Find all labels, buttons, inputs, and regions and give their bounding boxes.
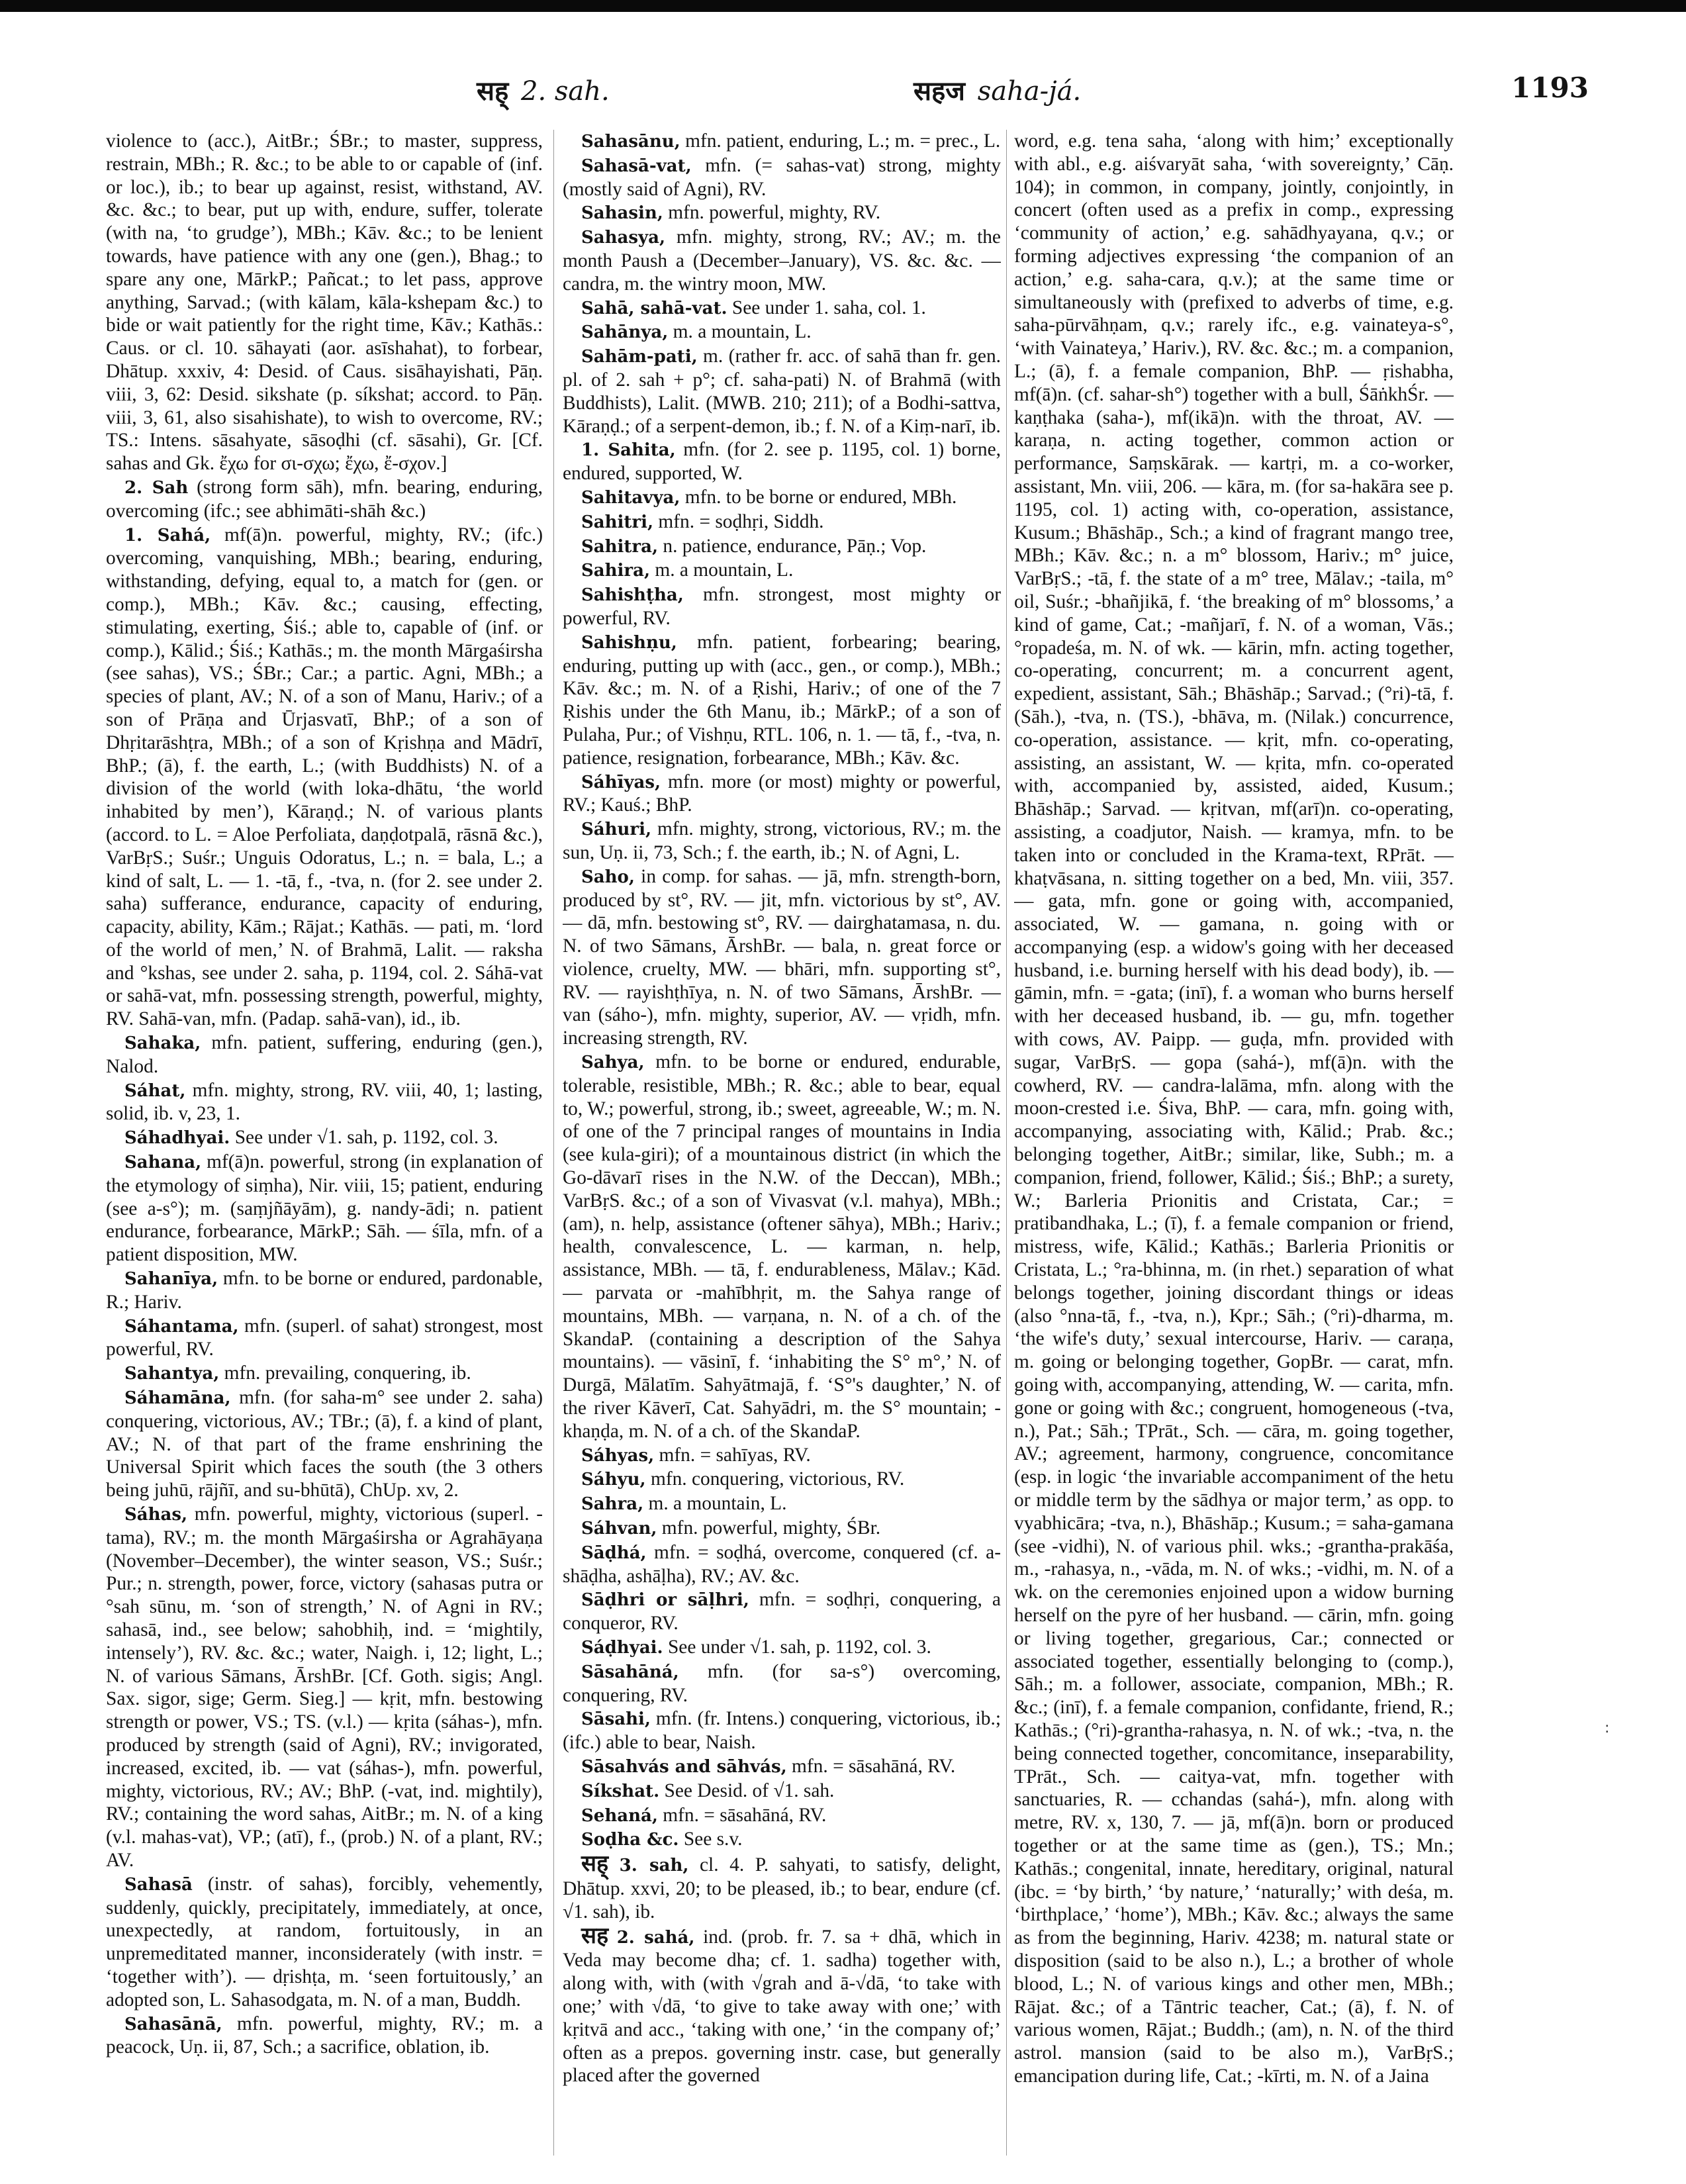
dictionary-entry [563,1660,1001,1707]
entry-definition: mfn. mighty, strong, RV. viii, 40, 1; lasting, solid, ib. v, 23, 1. [106,1079,543,1125]
center-running-head-devanagari: सहज [913,75,965,107]
dictionary-entry [563,771,1001,818]
entry-headword: Saho, [581,867,635,887]
dictionary-entry [563,559,1001,583]
entry-definition: word, e.g. tena saha, ‘along with him;’ exceptionally with abl., e.g. aiśvaryāt saha, ‘with sovereignty,’ Cāṇ. 104); in common, in company, jointly, conjointly, in concert (often used as a prefix in comp., expressing ‘community of action,’ e.g. sahādhyayana, q.v.; or forming adjectives expressing ‘the companion of an action,’ e.g. saha-cara, q.v.); at the same time or simultaneously with (prefixed to adverbs of time, e.g. saha-pūrvāhṇam, q.v.; rarely ifc., e.g. vainateya-s°, ‘with Vainateya,’ Hariv.), RV. &c. &c.; m. a companion, L.; (ā), f. a female companion, BhP. — ṛishabha, mf(ā)n. (cf. sahar-sh°) together with a bull, ŚāṅkhŚr. — kaṇṭhaka (saha-), mf(ikā)n. with the throat, AV. — karaṇa, n. acting together, common action or performance, Saṃskārak. — kartṛi, m. a co-worker, assistant, Mn. viii, 206. — kāra, m. (for sa-hakāra see p. 1195, col. 1) acting with, co-operation, assistance, Kusum.; Bhāshāp., Sch.; a kind of fragrant mango tree, MBh.; Kāv. &c.; n. a m° blossom, Hariv.; m° juice, VarBṛS.; -tā, f. the state of a m° tree, Mālav.; -taila, m° oil, Suśr.; -bhañjikā, f. ‘the breaking of m° blossoms,’ a kind of game, Cat.; -mañjarī, f. N. of a woman, Vās.; °ropadeśa, m. N. of wk. — kārin, mfn. acting together, co-operating, concurrent; m. a concurrent agent, expedient, assistant, Sāh.; Bhāshāp.; Sarvad.; (°ri)-tā, f. (Sāh.), -tva, n. (TS.), -bhāva, m. (Nilak.) concurrence, co-operation, assistance. — kṛit, mfn. co-operating, assisting, an assistant, W. — kṛita, mfn. co-operated with, accompanied by, assisted, aided, Kusum.; Bhāshāp.; Sarvad. — kṛitvan, mf(arī)n. co-operating, assisting, a coadjutor, Naish. — kramya, mfn. to be taken into or concluded in the Krama-text, RPrāt. — khaṭvāsana, n. sitting together on a bed, Mn. viii, 357. — gata, mfn. gone or going with, accompanied, associated, W. — gamana, n. going with or accompanying (esp. a widow's going with her deceased husband, i.e. burning herself with his dead body), ib. — gāmin, mfn. = -gata; (inī), f. a woman who burns herself with her deceased husband, ib. — gu, mfn. together with cows, AV. Paipp. — guḍa, mfn. provided with sugar, VarBṛS. — gopa (sahá-), mf(ā)n. with the cowherd, RV. — candra-lalāma, mfn. along with the moon-crested i.e. Śiva, BhP. — cara, mfn. going with, accompanying, associating with, Kālid.; Prab. &c.; belonging together, AitBr.; similar, like, Subh.; m. a companion, friend, follower, Kālid.; Śiś.; BhP.; a surety, W.; Barleria Prionitis and Cristata, Car.; = pratibandhaka, L.; (ī), f. a female companion or friend, mistress, wife, Kālid.; Kathās.; Barleria Prionitis or Cristata, L.; °ra-bhinna, m. (in rhet.) separation of what belongs together, joining discordant things or ideas (also °nna-tā, f., -tva, n.), Kpr.; Sāh.; (°ri)-dharma, m. ‘the wife's duty,’ sexual intercourse, Hariv. — caraṇa, m. going or belonging together, GopBr. — carat, mfn. going with, accompanying, attending, W. — carita, mfn. gone or going with &c.; congruent, homogeneous (-tva, n.), Pat.; Sāh.; TPrāt., Sch. — cāra, m. going together, AV.; agreement, harmony, congruence, concomitance (esp. in logic ‘the invariable accompaniment of the hetu or middle term by the sādhya or major term,’ as opp. to vyabhicāra; -tva, n.), Bhāshāp.; Kusum.; = saha-gamana (see -vidhi), N. of various phil. wks.; -grantha-prakāśa, m., -rahasya, n., -vāda, m. N. of wks.; -vidhi, m. N. of a wk. on the ceremonies enjoined upon a widow burning herself on the pyre of her husband. — cārin, mfn. going or living together, gregarious, Car.; connected or associated together, essentially belonging to (comp.), Sāh.; m. a follower, associate, companion, MBh.; R. &c.; (inī), f. a female companion, confidante, friend, R.; Kathās.; (°ri)-grantha-rahasya, n. N. of wk.; -tva, n. the being connected together, concomitance, inseparability, TPrāt., Sch. — caitya-vat, mfn. together with sanctuaries, R. — cchandas (sahá-), mfn. along with metre, RV. x, 130, 7. — jā, mf(ā)n. born or produced together or at the same time as (gen.), TS.; Mn.; Kathās.; congenital, innate, hereditary, original, natural (ibc. = ‘by birth,’ ‘by nature,’ ‘naturally;’ with deśa, m. ‘birthplace,’ ‘home’), MBh.; Kāv. &c.; always the same as from the beginning, Hariv. 4238; m. natural state or disposition (said to be also n.), L.; a brother of whole blood, L.; N. of various kings and other men, MBh.; Rājat. &c.; of a Tāntric teacher, Cat.; (ā), f. N. of various women, Rājat.; Buddh.; (am), n. N. of the third astrol. mansion (said to be also m.), VarBṛS.; emancipation during life, Cat.; -kīrti, m. N. of a Jaina [1014,130,1454,2087]
dictionary-entry [106,1503,543,1872]
entry-headword: Sāḍhá, [581,1543,647,1563]
dictionary-entry [563,1780,1001,1803]
entry-definition: mfn. strongest, most mighty or powerful, RV. [563,584,1001,629]
entry-definition: mfn. = soḍhṛi, Siddh. [658,510,824,532]
entry-headword: 2. sahá, [616,1927,695,1948]
entry-headword: 1. Sahita, [581,440,676,461]
dictionary-entry [563,345,1001,438]
entry-headword: 1. Sahá, [124,525,211,546]
entry-definition: mfn. = soḍhṛi, conquering, a conqueror, RV. [563,1589,1001,1635]
dictionary-entry [563,1051,1001,1443]
dictionary-entry [563,510,1001,534]
entry-headword: Sāḍhri or sāḷhri, [581,1590,749,1611]
dictionary-entry [106,1079,543,1126]
dictionary-entry [563,1707,1001,1754]
entry-headword: Sahya, [581,1053,645,1073]
entry-definition: violence to (acc.), AitBr.; ŚBr.; to master, suppress, restrain, MBh.; R. &c.; to be able to or capable of (inf. or loc.), ib.; to bear up against, resist, withstand, AV. &c. &c.; to bear, put up with, endure, suffer, tolerate (with na, ‘to grudge’), MBh.; Kāv. &c.; to be lenient towards, have patience with any one (gen.), Bhag.; to spare any one, MārkP.; Pañcat.; to let pass, approve anything, Sarvad.; (with kālam, kāla-kshepam &c.) to bide or wait patiently for the right time, Kāv.; Kathās.: Caus. or cl. 10. sāhayati (aor. asīshahat), to forbear, Dhātup. xxxiv, 4: Desid. of Caus. sisāhayishati, Pāṇ. viii, 3, 62: Desid. sikshate (p. síkshat; accord. to Pāṇ. viii, 3, 61, also sisahishate), to wish to overcome, RV.; TS.: Intens. sāsahyate, sāsoḍhi (cf. sāsahi), Gr. [Cf. sahas and Gk. ἔχω for σι-σχω; ἔχω, ἔ-σχον.] [106,130,543,475]
dictionary-entry [563,130,1001,154]
entry-headword: Sáhamāna, [124,1388,231,1409]
entry-definition: ind. (prob. fr. 7. sa + dhā, which in Veda may become dha; cf. 1. sadha) together with, along with, with (with √grah and ā-√dā, ‘to take with one;’ with √dā, ‘to give to take away with one;’ with kṛitvā and acc., ‘taking with one,’ ‘in the company of;’ often as a prepos. governing instr. case, but generally placed after the governed [563,1926,1001,2087]
entry-definition: mfn. powerful, mighty, victorious (superl. -tama), RV.; m. the month Mārgaśirsha or Agrahāyaṇa (November–December), the winter season, VS.; Suśr.; Pur.; n. strength, power, force, victory (sahasas putra or °sah sūnu, m. ‘son of strength,’ N. of Agni in RV.; sahasā, ind., see below; sahobhiḥ, ind. = ‘mightily, intensely’), RV. &c. &c.; water, Naigh. i, 12; light, L.; N. of various Sāmans, ĀrshBr. [Cf. Goth. sigis; Angl. Sax. sigor, sige; Germ. Sieg.] — kṛit, mfn. bestowing strength or power, VS.; TS. (v.l.) — kṛita (sáhas-), mfn. produced by strength (said of Agni), RV.; invigorated, increased, excited, ib. — vat (sáhas-), mfn. powerful, mighty, victorious, RV.; AV.; BhP. (-vat, ind. mightily), RV.; containing the word sahas, AitBr.; m. N. of a king (v.l. mahas-vat), VP.; (atī), f., (prob.) N. of a plant, RV.; AV. [106,1503,543,1871]
entry-headword: Sahām-pati, [581,347,698,367]
entry-devanagari: सह [581,1922,609,1949]
column-3 [1014,130,1454,2156]
entry-headword: Sehaná, [581,1805,658,1826]
entry-headword: Sāsahi, [581,1709,651,1730]
column-rule [1006,130,1007,2156]
entry-headword: Sahasya, [581,228,666,248]
dictionary-entry [563,226,1001,295]
entry-definition: mfn. (for sa-s°) overcoming, conquering, RV. [563,1660,1001,1706]
entry-definition: mfn. patient, suffering, enduring (gen.), Nalod. [106,1032,543,1077]
center-running-head [913,71,1081,108]
dictionary-entry [563,1804,1001,1828]
entry-headword: Sahasānu, [581,132,680,152]
entry-headword: 3. sah, [619,1856,689,1876]
entry-headword: Sahishṭha, [581,585,684,606]
dictionary-entry [563,1828,1001,1852]
entry-definition: m. a mountain, L. [648,1493,787,1515]
dictionary-entry [106,1362,543,1386]
entry-headword: Sáhīyas, [581,772,661,792]
dictionary-entry [563,818,1001,865]
entry-definition: cl. 4. P. sahyati, to satisfy, delight, Dhātup. xxvi, 20; to be pleased, ib.; to bear, endure (cf. √1. sah), ib. [563,1854,1001,1923]
margin-mark: : [1605,1720,1610,1736]
dictionary-entry [563,1541,1001,1588]
entry-definition: mfn. = sahīyas, RV. [659,1444,811,1466]
entry-definition: mfn. patient, forbearing; bearing, enduring, putting up with (acc., gen., or comp.), MBh.; Kāv. &c.; m. N. of a Ṛishi, Hariv.; of one of the 7 Ṛishis under the 6th Manu, ib.; MārkP.; of a son of Pulaha, Pur.; of Vishṇu, RTL. 106, n. 1. — tā, f., -tva, n. patience, resignation, forbearance, MBh.; Kāv. &c. [563,631,1001,769]
dictionary-entry [563,486,1001,510]
entry-headword: Sahasānā, [124,2014,222,2034]
entry-definition: mfn. prevailing, conquering, ib. [224,1362,471,1384]
entry-headword: Sáhyu, [581,1470,646,1490]
entry-definition: See under 1. saha, col. 1. [731,297,926,318]
entry-definition: (instr. of sahas), forcibly, vehemently, suddenly, quickly, precipitately, immediately, at once, unexpectedly, at random, fortuitously, in an unpremeditated manner, inconsiderately (with instr. = ‘together with’). — dṛishṭa, m. ‘seen fortuitously,’ an adopted son, L. Sahasodgata, m. N. of a man, Buddh. [106,1873,543,2011]
entry-definition: mfn. to be borne or endured, endurable, tolerable, resistible, MBh.; R. &c.; able to bear, equal to, W.; powerful, strong, ib.; sweet, agreeable, W.; m. N. of one of the 7 principal ranges of mountains in India (see kula-giri); of a mountainous district (in which the Go-dāvarī rises in the N.W. of the Deccan), MBh.; VarBṛS. &c.; of a son of Vivasvat (v.l. mahya), MBh.; (am), n. help, assistance (oftener sāhya), MBh.; Hariv.; health, convalescence, L. — karman, n. help, assistance, MBh. — tā, f. endurableness, Mālav.; Kād. — parvata or -mahībhṛit, m. the Sahya range of mountains, MBh. — varṇana, n. N. of a ch. of the SkandaP. (containing a description of the Sahya mountains). — vāsinī, f. ‘inhabiting the S° m°,’ N. of Durgā, Mālatīm. Sahyātmajā, f. ‘S°'s daughter,’ N. of the river Kāverī, Cat. Sahyādri, m. the S° mountain; -khaṇḍa, m. N. of a ch. of the SkandaP. [563,1051,1001,1442]
dictionary-entry [563,865,1001,1050]
entry-headword: Sahitra, [581,536,659,557]
entry-definition: mfn. mighty, strong, victorious, RV.; m. the sun, Uṇ. ii, 73, Sch.; f. the earth, ib.; N. of Agni, L. [563,818,1001,863]
page-header [106,71,1589,111]
entry-headword: Sahana, [124,1153,202,1173]
entry-definition: mf(ā)n. powerful, mighty, RV.; (ifc.) overcoming, vanquishing, MBh.; bearing, enduring, withstanding, defying, equal to, a match for (gen. or comp.), MBh.; Kāv. &c.; causing, effecting, stimulating, exerting, Śiś.; able to, capable of (inf. or comp.), Kālid.; Śiś.; Kathās.; m. the month Mārgaśirsha (see sahas), VS.; ŚBr.; Car.; a partic. Agni, MBh.; a species of plant, AV.; N. of a son of Manu, Hariv.; of a son of Prāṇa and Ūrjasvatī, BhP.; of a son of Dhṛitarāshṭra, MBh.; of a son of Kṛishṇa and Mādrī, BhP.; (ā), f. the earth, L.; (with Buddhists) N. of a division of the world (with loka-dhātu, ‘the world inhabited by men’), Kāraṇḍ.; N. of various plants (accord. to L. = Aloe Perfoliata, daṇḍotpalā, rāsnā &c.), VarBṛS.; Suśr.; Unguis Odoratus, L.; n. = bala, L.; a kind of salt, L. — 1. -tā, f., -tva, n. (for 2. see under 2. saha) sufferance, endurance, capacity of enduring, capacity, ability, Kām.; Rājat.; Kathās. — pati, m. ‘lord of the world of men,’ N. of Brahmā, Lalit. — raksha and °kshas, see under 2. saha, p. 1194, col. 2. Sáhā-vat or sahā-vat, mfn. possessing strength, powerful, mighty, RV. Sahā-van, mfn. (Padap. sahā-van), id., ib. [106,524,543,1030]
dictionary-entry [106,1386,543,1502]
entry-definition: m. a mountain, L. [673,321,812,343]
entry-headword: Síkshat. [581,1781,660,1801]
entry-definition: See s.v. [683,1828,743,1850]
entry-headword: Sahā, sahā-vat. [581,298,727,318]
dictionary-entry [106,1126,543,1150]
entry-definition: mfn. (for 2. see p. 1195, col. 1) borne, endured, supported, W. [563,439,1001,485]
left-running-head-text: 2. sah. [521,76,610,107]
dictionary-entry [563,1924,1001,2088]
entry-headword: Sahasin, [581,203,663,224]
entry-definition: mfn. (for saha-m° see under 2. saha) conquering, victorious, AV.; TBr.; (ā), f. a kind of plant, AV.; N. of that part of the frame enshrining the Universal Spirit which faces the south (the 3 others being juhū, rājñī, and su-bhūtā), ChUp. xv, 2. [106,1387,543,1501]
entry-definition: See under √1. sah, p. 1192, col. 3. [667,1637,931,1658]
dictionary-entry [106,1315,543,1362]
entry-definition: m. (rather fr. acc. of sahā than fr. gen. pl. of 2. sah + p°; cf. saha-pati) N. of Brahmā (with Buddhists), Lalit. (MWB. 210; 211); of a Bodhi-sattva, Kāraṇḍ.; of a serpent-demon, ib.; f. N. of a Kiṃ-narī, ib. [563,346,1001,437]
entry-devanagari: सह् [581,1850,609,1877]
dictionary-entry [106,130,543,475]
dictionary-entry [1014,130,1454,2088]
entry-definition: mfn. (fr. Intens.) conquering, victorious, ib.; (ifc.) able to bear, Naish. [563,1708,1001,1754]
dictionary-entry [106,476,543,523]
entry-definition: in comp. for sahas. — jā, mfn. strength-born, produced by st°, RV. — jit, mfn. victorious by st°, AV. — dā, mfn. bestowing st°, RV. — dairghatamasa, n. du. N. of two Sāmans, ĀrshBr. — bala, n. great force or violence, cruelty, MW. — bhāri, mfn. supporting st°, RV. — rayishṭhīya, n. N. of two Sāmans, ĀrshBr. — van (sáho-), mfn. mighty, superior, AV. — vṛidh, mfn. increasing strength, RV. [563,865,1001,1049]
entry-headword: Sáḍhyai. [581,1638,663,1658]
entry-headword: Sáhas, [124,1505,188,1525]
dictionary-entry [563,1852,1001,1923]
entry-headword: Sahānya, [581,322,669,343]
dictionary-entry [563,1636,1001,1660]
entry-definition: mfn. conquering, victorious, RV. [650,1468,905,1490]
entry-definition: n. patience, endurance, Pāṇ.; Vop. [663,535,927,557]
dictionary-entry [106,524,543,1031]
scan-top-border [0,0,1686,12]
entry-definition: mfn. mighty, strong, RV.; AV.; m. the month Paush a (December–January), VS. &c. &c. — candra, m. the wintry moon, MW. [563,226,1001,295]
column-2 [563,130,1001,2156]
entry-headword: Sáhyas, [581,1445,655,1466]
entry-definition: mfn. patient, enduring, L.; m. = prec., L. [685,130,1001,152]
entry-definition: mfn. (= sahas-vat) strong, mighty (mostly said of Agni), RV. [563,154,1001,200]
entry-headword: Sahanīya, [124,1269,218,1290]
entry-definition: mfn. = sāsahāná, RV. [663,1804,827,1826]
dictionary-entry [563,1588,1001,1635]
entry-headword: Sāsahāná, [581,1662,679,1682]
entry-definition: mfn. to be borne or endured, MBh. [684,486,957,508]
entry-headword: Sahitavya, [581,487,680,508]
dictionary-entry [563,1755,1001,1779]
entry-definition: mfn. = soḍhá, overcome, conquered (cf. a-shāḍha, ashāḷha), RV.; AV. &c. [563,1541,1001,1587]
dictionary-entry [106,2013,543,2060]
dictionary-entry [563,297,1001,320]
entry-headword: Sahantya, [124,1364,220,1384]
dictionary-entry [563,438,1001,485]
column-rule [553,130,554,2156]
dictionary-entry [563,320,1001,344]
entry-headword: 2. Sah [124,477,189,498]
dictionary-entry [106,1151,543,1266]
entry-headword: Sahasā [124,1874,193,1895]
entry-headword: Sāsahvás and sāhvás, [581,1756,787,1777]
dictionary-entry [563,583,1001,630]
entry-definition: mfn. (superl. of sahat) strongest, most powerful, RV. [106,1315,543,1360]
page-number: 1193 [1511,71,1589,104]
entry-headword: Sáhadhyai. [124,1128,230,1149]
dictionary-entry [106,1031,543,1078]
left-running-head [477,71,610,108]
dictionary-entry [106,1873,543,2012]
entry-definition: mfn. more (or most) mighty or powerful, RV.; Kauś.; BhP. [563,771,1001,816]
dictionary-entry [563,154,1001,201]
entry-headword: Sahra, [581,1494,644,1515]
dictionary-entry [563,1468,1001,1492]
entry-headword: Sáhantama, [124,1316,239,1337]
dictionary-entry [563,535,1001,559]
dictionary-entry [563,201,1001,225]
dictionary-entry [563,1444,1001,1468]
entry-definition: mf(ā)n. powerful, strong (in explanation of the etymology of siṃha), Nir. viii, 15; patient, enduring (see a-s°); m. (saṃjñāyām), g. nandy-ādi; n. patient endurance, forbearance, MārkP.; Sāh. — śīla, mfn. of a patient disposition, MW. [106,1151,543,1266]
column-1 [106,130,543,2156]
entry-headword: Sahitri, [581,512,654,532]
entry-headword: Sáhat, [124,1080,186,1101]
entry-definition: See under √1. sah, p. 1192, col. 3. [234,1127,498,1149]
left-running-head-devanagari: सह् [477,75,509,107]
dictionary-entry [106,1267,543,1314]
entry-headword: Sahaka, [124,1033,201,1054]
entry-definition: m. a mountain, L. [655,559,794,581]
entry-headword: Sahasā-vat, [581,156,692,176]
entry-headword: Soḍha &c. [581,1830,679,1850]
dictionary-entry [563,631,1001,770]
entry-headword: Sáhvan, [581,1519,657,1539]
dictionary-entry [563,1517,1001,1541]
entry-definition: mfn. = sāsahāná, RV. [792,1755,956,1777]
entry-headword: Sáhuri, [581,820,652,840]
entry-headword: Sahira, [581,561,650,581]
center-running-head-text: saha-já. [977,76,1082,107]
entry-definition: mfn. powerful, mighty, RV. [668,202,881,224]
entry-definition: mfn. powerful, mighty, RV.; m. a peacock, Uṇ. ii, 87, Sch.; a sacrifice, oblation, ib. [106,2013,543,2058]
entry-definition: See Desid. of √1. sah. [664,1780,835,1801]
entry-headword: Sahishṇu, [581,632,677,653]
dictionary-entry [563,1492,1001,1516]
entry-definition: (strong form sāh), mfn. bearing, enduring, overcoming (ifc.; see abhimāti-shāh &c.) [106,476,543,522]
entry-definition: mfn. to be borne or endured, pardonable, R.; Hariv. [106,1268,543,1313]
entry-definition: mfn. powerful, mighty, ŚBr. [661,1517,881,1539]
